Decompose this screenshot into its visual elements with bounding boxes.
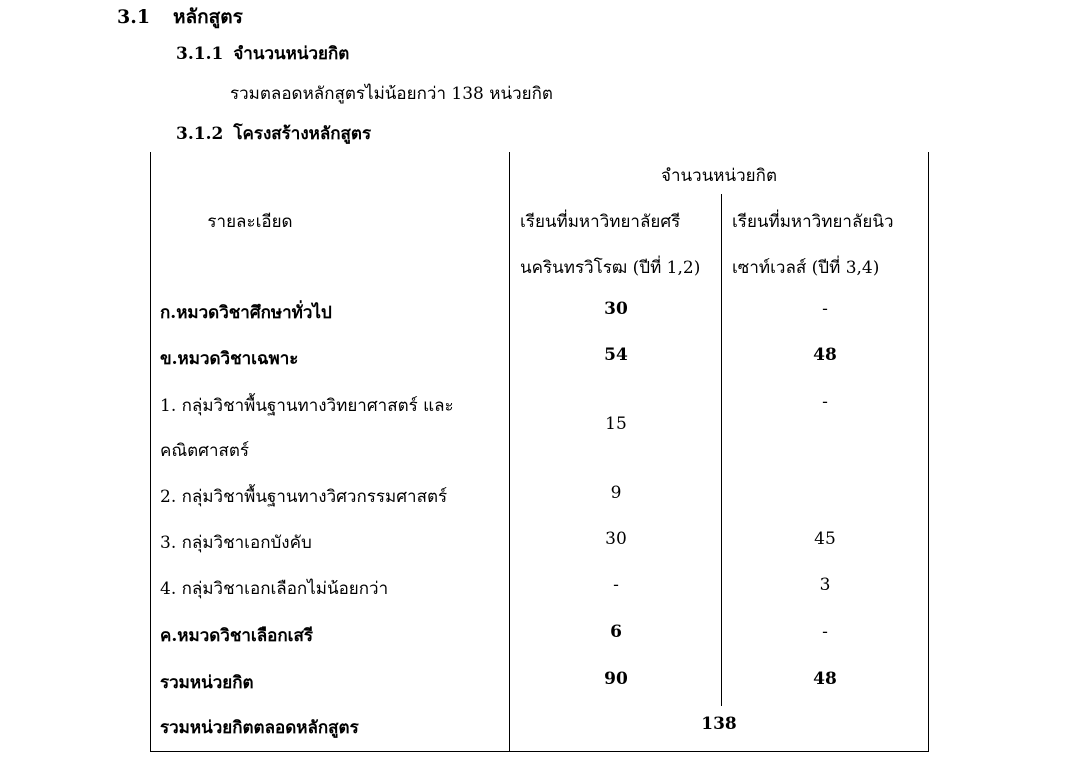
- header-col1-line2: นครินทรวิโรฒ (ปีที่ 1,2): [520, 258, 701, 278]
- header-col2-line2: เซาท์เวลส์ (ปีที่ 3,4): [732, 258, 880, 278]
- row-value-col2: -: [822, 299, 828, 319]
- row-value-col1: 54: [604, 345, 628, 365]
- row-value-col2: -: [822, 622, 828, 642]
- row-value-col2: 3: [819, 575, 831, 595]
- curriculum-table: [150, 152, 930, 752]
- row-value-col2: 48: [813, 669, 837, 689]
- total-value: 138: [701, 714, 737, 734]
- row-label-free-elective: ค.หมวดวิชาเลือกเสรี: [160, 626, 313, 646]
- subsection-number: 3.1.1: [176, 44, 224, 64]
- subsection-heading-credits: [176, 40, 349, 67]
- subsection-title: โครงสร้างหลักสูตร: [233, 124, 372, 144]
- subsection-heading-structure: [176, 120, 371, 147]
- row-value-col1: -: [613, 575, 619, 595]
- total-label: รวมหน่วยกิตตลอดหลักสูตร: [160, 718, 359, 738]
- row-label-engineering: 2. กลุ่มวิชาพื้นฐานทางวิศวกรรมศาสตร์: [160, 487, 448, 507]
- table-divider-col1: [509, 152, 510, 752]
- row-label-major-elective: 4. กลุ่มวิชาเอกเลือกไม่น้อยกว่า: [160, 579, 389, 599]
- header-col1-line1: เรียนที่มหาวิทยาลัยศรี: [520, 212, 681, 232]
- subsection-number: 3.1.2: [176, 124, 224, 144]
- table-border-bottom: [150, 751, 929, 752]
- row-value-col2: 45: [814, 529, 836, 549]
- table-border-right: [928, 152, 929, 752]
- row-value-col1: 90: [604, 669, 628, 689]
- row-value-col2: 48: [813, 345, 837, 365]
- row-label-major-required: 3. กลุ่มวิชาเอกบังคับ: [160, 533, 312, 553]
- section-number: 3.1: [117, 6, 151, 28]
- table-border-left: [150, 152, 151, 752]
- header-credits: จำนวนหน่วยกิต: [661, 166, 777, 186]
- row-value-col1: 6: [610, 622, 622, 642]
- header-detail: รายละเอียด: [207, 212, 293, 232]
- header-col2-line1: เรียนที่มหาวิทยาลัยนิว: [732, 212, 894, 232]
- row-label-subtotal: รวมหน่วยกิต: [160, 673, 254, 693]
- section-title: หลักสูตร: [173, 6, 243, 28]
- subsection-title: จำนวนหน่วยกิต: [233, 44, 350, 64]
- row-value-col1: 30: [605, 529, 627, 549]
- row-label-science-line2: คณิตศาสตร์: [160, 441, 250, 461]
- credits-paragraph: รวมตลอดหลักสูตรไม่น้อยกว่า 138 หน่วยกิต: [230, 84, 553, 104]
- row-value-col1: 15: [605, 414, 627, 434]
- row-label-specific: ข.หมวดวิชาเฉพาะ: [160, 349, 299, 369]
- row-value-col1: 9: [610, 483, 622, 503]
- row-label-science-line1: 1. กลุ่มวิชาพื้นฐานทางวิทยาศาสตร์ และ: [160, 396, 454, 416]
- row-value-col1: 30: [604, 299, 628, 319]
- row-value-col2: -: [822, 392, 828, 412]
- section-heading: [117, 2, 243, 32]
- row-label-general: ก.หมวดวิชาศึกษาทั่วไป: [160, 303, 332, 323]
